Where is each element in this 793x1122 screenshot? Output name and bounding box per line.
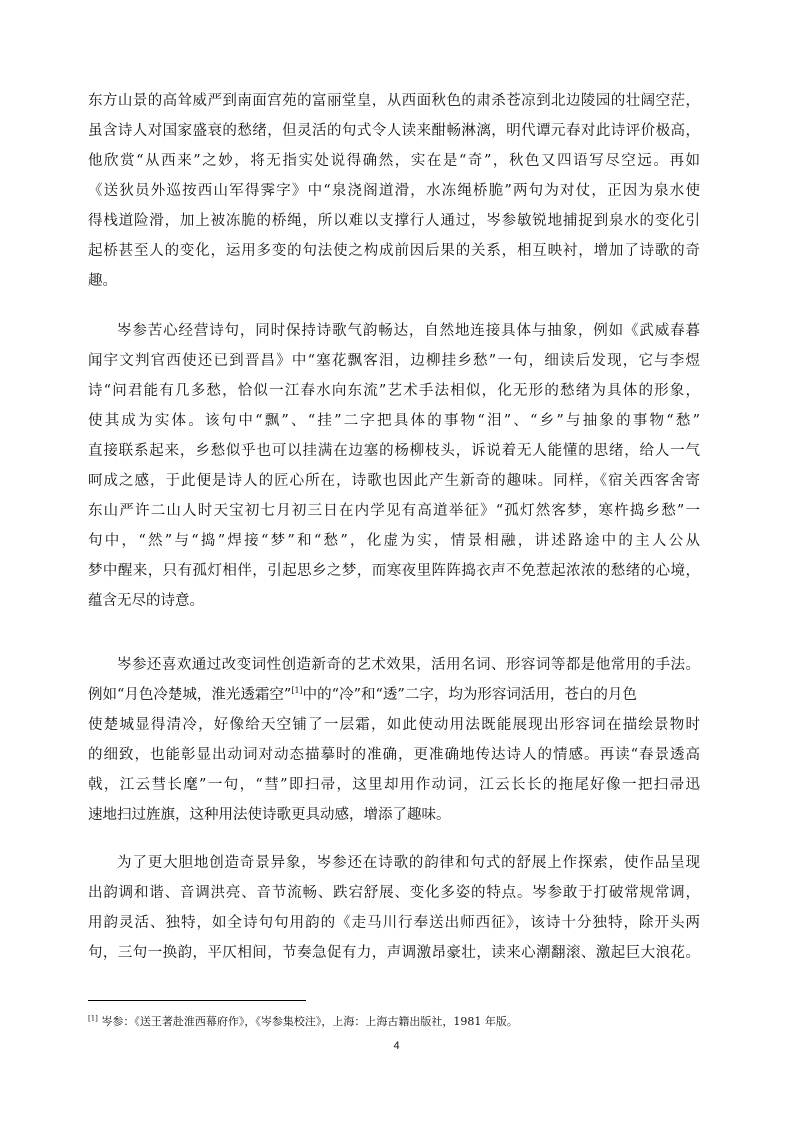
body-paragraph-4	[88, 848, 700, 968]
body-paragraph-3	[88, 650, 700, 830]
text-line: 出韵调和谐、音调洪亮、音节流畅、跌宕舒展、变化多姿的特点。岑参敢于打破常规常调，	[88, 885, 700, 901]
text-line: 梦中醒来，只有孤灯相伴，引起思乡之梦，而寒夜里阵阵捣衣声不免惹起浓浓的愁绪的心境，	[88, 563, 700, 579]
text-line: 岑参苦心经营诗句，同时保持诗歌气韵畅达，自然地连接具体与抽象，例如《武威春暮	[117, 323, 700, 339]
text-line: 句中，“然”与“捣”焊接“梦”和“愁”，化虚为实，情景相融，讲述路途中的主人公从	[88, 533, 700, 549]
text-line: 蕴含无尽的诗意。	[88, 593, 204, 609]
footnote-separator	[88, 1000, 306, 1001]
text-line: 的细致，也能彰显出动词对动态描摹时的准确，更准确地传达诗人的情感。再读“春景透高	[88, 747, 700, 763]
text-segment: 中的“冷”和“透”二字，均为形容词活用，苍白的月色	[302, 687, 637, 703]
text-line: 岑参还喜欢通过改变词性创造新奇的艺术效果，活用名词、形容词等都是他常用的手法。	[117, 657, 700, 673]
text-line: 直接联系起来，乡愁似乎也可以挂满在边塞的杨柳枝头，诉说着无人能懂的思绪，给人一气	[88, 443, 700, 459]
text-line: 诗“问君能有几多愁，恰似一江春水向东流”艺术手法相似，化无形的愁绪为具体的形象，	[88, 383, 700, 399]
page-number: 4	[393, 1040, 400, 1052]
text-line: 起桥甚至人的变化，运用多变的句法使之构成前因后果的关系，相互映衬，增加了诗歌的奇	[88, 243, 700, 259]
text-line: 趣。	[88, 273, 117, 289]
footnote-reference[interactable]: [1]	[291, 686, 303, 696]
text-line-with-footnote	[88, 680, 700, 710]
footnote-marker: [1]	[88, 1014, 98, 1023]
text-line: 虽含诗人对国家盛衰的愁绪，但灵活的句式令人读来酣畅淋漓，明代谭元春对此诗评价极高，	[88, 123, 700, 139]
text-line: 得栈道险滑，加上被冻脆的桥绳，所以难以支撑行人通过，岑参敏锐地捕捉到泉水的变化引	[88, 213, 700, 229]
text-line: 使楚城显得清冷，好像给天空铺了一层霜，如此使动用法既能展现出形容词在描绘景物时	[88, 717, 700, 733]
text-line: 戟，江云彗长麾”一句，“彗”即扫帚，这里却用作动词，江云长长的拖尾好像一把扫帚迅	[88, 777, 700, 793]
text-line: 句，三句一换韵，平仄相间，节奏急促有力，声调激昂豪壮，读来心潮翻滚、激起巨大浪花。	[88, 945, 700, 961]
text-line: 用韵灵活、独特，如全诗句句用韵的《走马川行奉送出师西征》，该诗十分独特，除开头两	[88, 915, 700, 931]
body-paragraph-1	[88, 86, 700, 296]
text-line: 速地扫过旌旗，这种用法使诗歌更具动感，增添了趣味。	[88, 807, 451, 823]
footnote	[88, 1014, 700, 1030]
text-line: 闻宇文判官西使还已到晋昌》中“塞花飘客泪，边柳挂乡愁”一句，细读后发现，它与李煜	[88, 353, 700, 369]
text-line: 他欣赏“从西来”之妙，将无指实处说得确然，实在是“奇”，秋色又四语写尽空远。再如	[88, 153, 700, 169]
footnote-text: 岑参：《送王著赴淮西幕府作》，《岑参集校注》，上海：上海古籍出版社，1981 年版。	[101, 1015, 518, 1028]
text-line: 东方山景的高耸威严到南面宫苑的富丽堂皇，从西面秋色的肃杀苍凉到北边陵园的壮阔空茫，	[88, 93, 700, 109]
text-line: 为了更大胆地创造奇景异象，岑参还在诗歌的韵律和句式的舒展上作探索，使作品呈现	[117, 855, 700, 871]
body-paragraph-2	[88, 316, 700, 616]
text-line: 东山严许二山人时天宝初七月初三日在内学见有高道举征》“孤灯然客梦，寒杵捣乡愁”一	[88, 503, 700, 519]
text-segment: 例如“月色冷楚城，淮光透霜空”	[88, 687, 292, 703]
text-line: 呵成之感，于此便是诗人的匠心所在，诗歌也因此产生新奇的趣味。同样，《宿关西客舍寄	[88, 473, 700, 489]
text-line: 使其成为实体。该句中“飘”、“挂”二字把具体的事物“泪”、“乡”与抽象的事物“愁”	[88, 413, 700, 429]
text-line: 《送狄员外巡按西山军得霁字》中“泉浇阁道滑，水冻绳桥脆”两句为对仗，正因为泉水使	[88, 183, 700, 199]
